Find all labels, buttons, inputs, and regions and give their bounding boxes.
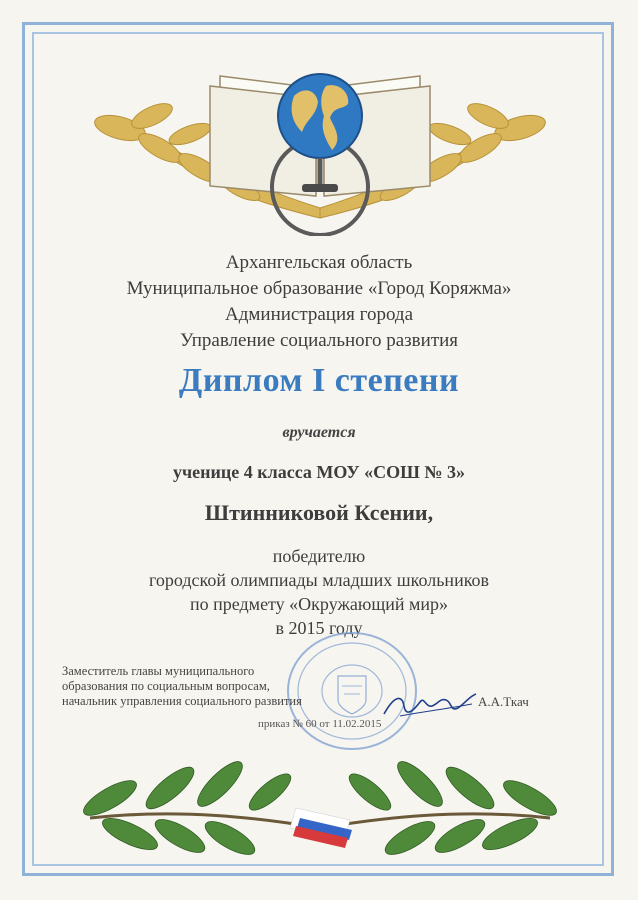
signatory-title <box>62 664 302 709</box>
signatory-line-2: образования по социальным вопросам, <box>62 679 270 693</box>
achievement-line-3: по предмету «Окружающий мир» <box>190 594 448 614</box>
signatory-line-3: начальник управления социального развития <box>62 694 302 708</box>
diploma-title: Диплом I степени <box>178 362 460 399</box>
handwritten-signature <box>380 688 480 722</box>
recipient-name: Штинниковой Ксении, <box>204 500 434 525</box>
department-line: Управление социального развития <box>179 330 459 351</box>
laurel-branch-ribbon <box>60 748 580 858</box>
awarded-label: вручается <box>282 424 356 441</box>
globe-book-emblem <box>80 36 560 236</box>
signatory-name: А.А.Ткач <box>478 694 529 709</box>
achievement-line-4: в 2015 году <box>275 618 363 638</box>
signatory-line-1: Заместитель главы муниципального <box>62 664 255 678</box>
recipient-class: ученице 4 класса МОУ «СОШ № 3» <box>173 462 465 482</box>
achievement-line-1: победителю <box>272 546 366 566</box>
achievement-line-2: городской олимпиады младших школьников <box>148 570 490 590</box>
administration-line: Администрация города <box>224 304 413 325</box>
order-reference: приказ № 60 от 11.02.2015 <box>258 718 382 730</box>
municipality-line: Муниципальное образование «Город Коряжма» <box>126 278 512 299</box>
region-line: Архангельская область <box>225 252 413 273</box>
